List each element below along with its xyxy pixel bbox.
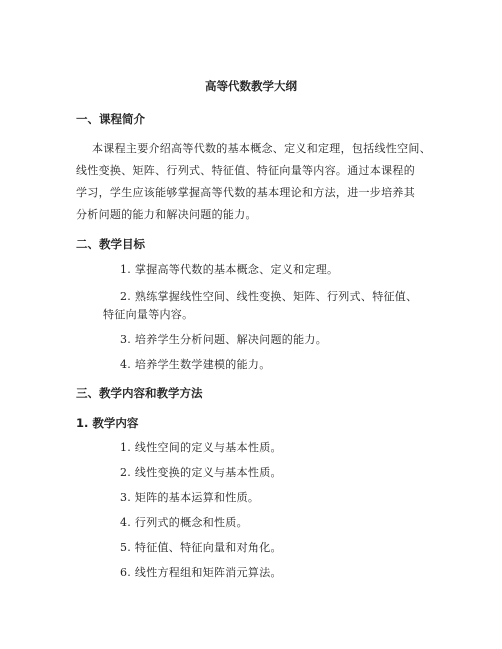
paragraph-line: 学习，学生应该能够掌握高等代数的基本理论和方法，进一步培养其 — [76, 186, 415, 199]
section-heading-teaching-goals: 二、教学目标 — [76, 237, 145, 251]
section-heading-content-methods: 三、教学内容和教学方法 — [76, 386, 203, 400]
paragraph-line: 本课程主要介绍高等代数的基本概念、定义和定理，包括线性空间、 — [92, 142, 431, 155]
document-title: 高等代数教学大纲 — [205, 79, 297, 93]
paragraph-line: 线性变换、矩阵、行列式、特征值、特征向量等内容。通过本课程的 — [76, 164, 415, 177]
subheading-teaching-content: 1. 教学内容 — [76, 416, 139, 430]
list-item: 1. 掌握高等代数的基本概念、定义和定理。 — [120, 263, 339, 276]
list-item: 6. 线性方程组和矩阵消元算法。 — [120, 566, 282, 579]
list-item: 4. 培养学生数学建模的能力。 — [120, 358, 271, 371]
list-item: 5. 特征值、特征向量和对角化。 — [120, 541, 282, 554]
section-heading-course-intro: 一、课程简介 — [76, 112, 145, 126]
list-item: 3. 矩阵的基本运算和性质。 — [120, 491, 260, 504]
paragraph-line: 分析问题的能力和解决问题的能力。 — [76, 208, 257, 221]
list-item-continuation: 特征向量等内容。 — [103, 308, 194, 321]
list-item: 1. 线性空间的定义与基本性质。 — [120, 441, 282, 454]
list-item: 3. 培养学生分析问题、解决问题的能力。 — [120, 333, 327, 346]
list-item: 2. 线性变换的定义与基本性质。 — [120, 466, 282, 479]
list-item: 4. 行列式的概念和性质。 — [120, 516, 248, 529]
list-item: 2. 熟练掌握线性空间、线性变换、矩阵、行列式、特征值、 — [120, 290, 418, 303]
